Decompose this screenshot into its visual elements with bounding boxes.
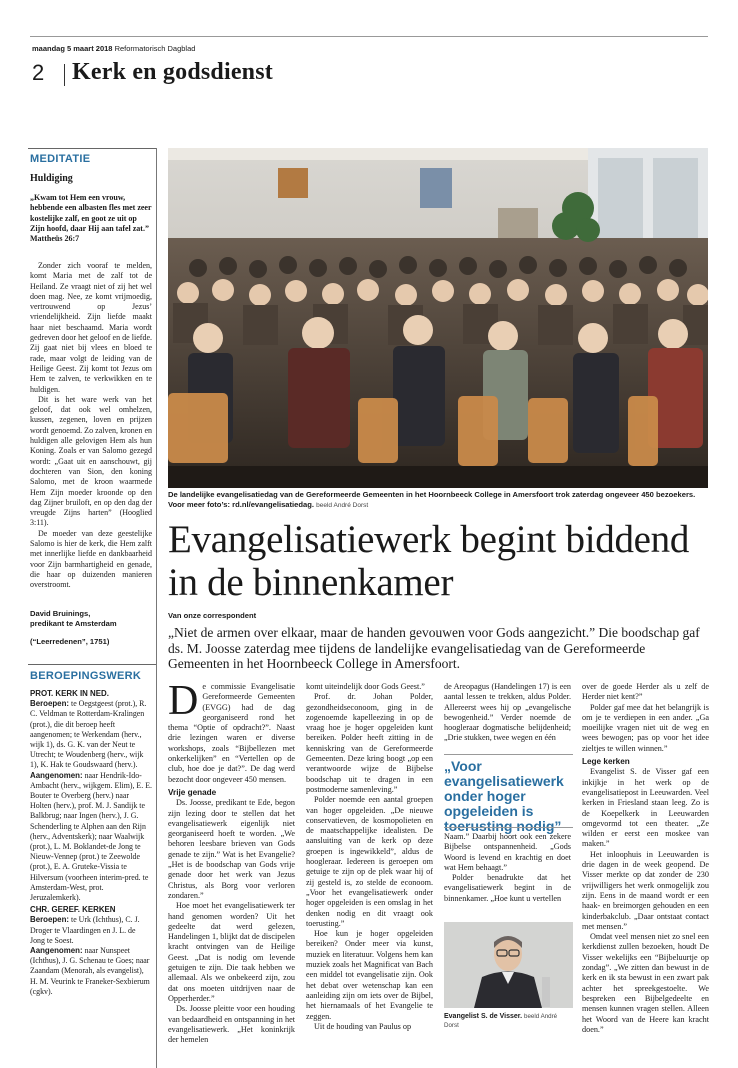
paper-name: Reformatorisch Dagblad — [114, 44, 196, 53]
drop-cap: D — [168, 678, 199, 724]
beroep-text: te Urk (Ichthus), C. J. Droger te Vlaardingen en J. L. de Jong te Soest. — [30, 915, 140, 945]
issue-date: maandag 5 maart 2018 — [32, 44, 113, 53]
beroep-kind: Beroepen: — [30, 915, 70, 925]
article-paragraph: de Areopagus (Handelingen 17) is een aantal lessen te trekken, aldus Polder. Allereerst wees hij op „evangelische bewogenheid.” Verder noemde de hoogleraar dogmatische belijdenheid; „Drie stukken, twee wegen en één — [444, 682, 571, 743]
portrait-credit: beeld André Dorst — [444, 1013, 558, 1029]
article-column-1 — [168, 678, 295, 1045]
article-paragraph: Naam.” Daarbij hoort ook een zekere Bijbelse ontspannenheid. „Gods Woord is levend en krachtig en doet wat Hem behaagt.” — [444, 832, 571, 872]
photo-caption — [168, 490, 708, 510]
article-paragraph: Uit de houding van Paulus op — [314, 1021, 412, 1031]
article-column-3 — [444, 682, 571, 744]
beroepingswerk-body — [30, 689, 152, 999]
beroepingswerk-rule — [28, 664, 156, 665]
article-byline: Van onze correspondent — [168, 611, 257, 620]
header-divider — [64, 64, 65, 86]
article-paragraph: Prof. dr. Johan Polder, gezondheidseconoom, ging in de zogenoemde kapelleezing in op de vraag hoe je hoger opgeleiden kunt bereiken. Polder heeft zitting in de kenniskring van de Gereformeerde Gemeenten. Deze kring boogt „op een verantwoorde wijze de Bijbelse boodschap uit te dragen in een postmoderne samenleving.” — [306, 692, 433, 794]
meditatie-source: (“Leerredenen”, 1751) — [30, 637, 110, 646]
article-paragraph: Polder noemde een aantal groepen van hoger opgeleiden. „De nieuwe conservatieven, de kosmopolieten en de maatschappelijke idealisten. De aansluiting van de kerk op deze groepen is ingewikkeld”, aldus de hoogleraar. Iedereen is geroepen om getuige te zijn op de plek waar hij of zij gesteld is, zo stelde de econoom. „Voor het evangelisatiewerk onder hoger opgeleiden is een omslag in het denken nodig en dit vraagt ook toerusting.” — [306, 795, 433, 928]
photo-credit: beeld André Dorst — [316, 501, 369, 509]
article-column-4 — [582, 682, 709, 1035]
beroep-text: naar Nunspeet (Ichthus), J. G. Schenau te Goes; naar Zaandam (Menorah, als evangelist), H. M. Veurink te Franeker-Sexbierum (cgkv). — [30, 946, 150, 996]
meditatie-paragraph: Dit is het ware werk van het geloof, dat ook wel omhelzen, kussen, zegenen, loven en prijzen wordt genoemd. Zo zalven, kronen en huldigen alle gelovigen Hem als hun Koning. Zoals er van Salomo gezegd wordt: „Gaat uit en aanschouwt, gij dochteren van Sion, den koning Salomo, met de kroon waarmede Hem Zijn moeder kroonde op den dag Zijner bruiloft, en op den dag der vreugde Zijns harten” (Hooglied 3:11). — [30, 394, 152, 528]
article-paragraph: Evangelist S. de Visser gaf een inkijkje in het werk op de evangelisatiepost in Leeuwarden. Veel kerken in Friesland staan leeg. Zo is de Koepelkerk in Leeuwarden omgevormd tot een theater. „Ze wilden er eerst een moskee van maken.” — [582, 767, 709, 849]
beroepingswerk-label: BEROEPINGSWERK — [30, 670, 142, 682]
section-title: Kerk en godsdienst — [72, 59, 273, 85]
beroep-kind: Aangenomen: — [30, 770, 83, 780]
audience-photo-illustration — [168, 148, 708, 488]
portrait-illustration — [444, 922, 573, 1008]
photo-caption-text: De landelijke evangelisatiedag van de Gereformeerde Gemeenten in het Hoornbeeck College in Amersfoort trok zaterdag ongeveer 450 bezoekers. Voor meer foto’s: rd.nl/evangelisatiedag. — [168, 490, 696, 509]
beroep-kind: Beroepen: — [30, 699, 70, 709]
subheading: Lege kerken — [582, 757, 630, 767]
article-paragraph: Polder benadrukte dat het evangelisatiewerk begint in de binnenkamer. „Hoe kunt u vertellen — [444, 873, 571, 903]
beroep-text: naar Hendrik-Ido-Ambacht (herv., wijkgem. Elim), E. E. Bouter te Overberg (herv.) naar Holten (herv.), prof. M. J. Sandijk te Balkbrug; naar Ingen (herv.), J. G. Schenderling te Alphen aan den Rijn (herv., Adventskerk); naar Waalwijk (prot.), L. M. Boklandet-de Jong te Nieuw-Vennep (prot.) te Zeewolde (prot.), E. A. Gruteke-Vissia te Hilversum (voorheen interim-pred. te Amsterdam-West, prot. Jeruzalemkerk). — [30, 770, 152, 903]
article-paragraph: e commissie Evangelisatie Gereformeerde Gemeenten (EVGG) had de dag georganiseerd rond het thema “Optie of opdracht?”. Naast drie lezingen waren er diverse workshops, zoals “Bijbellezen met onkerkelijken” en “Vertellen op de club, hoe doe je dat?”. De dag werd bezocht door ongeveer 450 mensen. — [168, 682, 295, 784]
meditatie-paragraph: Zonder zich vooraf te melden, komt Maria met de zalf tot de Heiland. Ze vraagt niet of zij het wel doen mag. Nee, ze komt vrijmoedig, vertrouwend op Jezus’ vriendelijkheid. Zijn liefde maakt haar niet beschaamd. Maria wordt gedreven door het geloof en de liefde. Zij gaat niet bij vlees en bloed te rade, maar volgt de leiding van de Heilige Geest. Zij komt tot Jezus om Hem te zalven, te verkwikken en te huldigen. — [30, 261, 152, 394]
meditatie-rule — [28, 148, 156, 149]
meditatie-label: MEDITATIE — [30, 153, 91, 165]
portrait-photo — [444, 922, 573, 1008]
beroep-text: te Oegstgeest (prot.), R. C. Veldman te Rotterdam-Kralingen (prot.), die dit beroep heeft aangenomen; te Werkendam (herv., wijk 1), ds. G. K. van der Neut te Utrecht; te Woudenberg (herv., wijk 1), K. Hak te Goudswaard (herv.). — [30, 699, 147, 770]
beroep-kind: Aangenomen: — [30, 946, 83, 956]
church-name: PROT. KERK IN NED. — [30, 689, 109, 698]
pullquote-rule-bottom — [444, 827, 573, 828]
article-paragraph: Omdat veel mensen niet zo snel een kerkdienst zullen bezoeken, houdt De Visser wekelijks een “Bijbeluurtje op zondag”. „We zitten dan bewust in de kerk en ik sta bewust in een zwart pak achter het spreekgestoelte. We bespreken een Bijbelgedeelte en mensen kunnen vragen stellen. Alleen het Woord van de Heere kan kracht doen.” — [582, 932, 709, 1034]
article-column-2 — [306, 682, 433, 1032]
top-rule — [30, 36, 708, 37]
portrait-caption — [444, 1012, 573, 1030]
meditatie-paragraph: De moeder van deze geestelijke Salomo is hier de kerk, die Hem zalft met innerlijke liefde en dankbaarheid voor Zijn barmhartigheid en genade, die haar op duizenden manieren overstroomt. — [30, 528, 152, 590]
meditatie-title: Huldiging — [30, 173, 73, 184]
article-paragraph: Polder gaf mee dat het belangrijk is om je te verdiepen in een ander. „Ga moeilijke vragen niet uit de weg en wees bewogen; pas op voor het idee zieltjes te willen winnen.” — [582, 702, 709, 753]
church-name: CHR. GEREF. KERKEN — [30, 905, 116, 915]
pullquote-rule-top — [444, 754, 573, 755]
article-headline: Evangelisatiewerk begint biddend in de binnenkamer — [168, 518, 690, 604]
meditatie-author-block — [30, 609, 152, 629]
portrait-caption-text: Evangelist S. de Visser. — [444, 1013, 523, 1020]
meditatie-body — [30, 261, 152, 591]
article-paragraph: over de goede Herder als u zelf de Herder niet kent?” — [582, 682, 709, 702]
pull-quote: „Voor evangelisatiewerk onder hoger opgeleiden is toerusting nodig” — [444, 758, 564, 834]
page-number: 2 — [32, 60, 45, 85]
article-paragraph: Ds. Joosse pleitte voor een houding van bedaardheid en ontspanning in het evangelisatiewerk. „Het koninkrijk der hemelen — [168, 1004, 295, 1045]
meditatie-author: David Bruinings, — [30, 609, 91, 618]
article-lead: „Niet de armen over elkaar, maar de handen gevouwen voor Gods aangezicht.” Die boodschap gaf ds. M. Joosse zaterdag mee tijdens de landelijke evangelisatiedag van de Gereformeerde Gemeenten in het Hoornbeeck College in Amersfoort. — [168, 625, 700, 671]
meditatie-author-role: predikant te Amsterdam — [30, 619, 117, 628]
audience-photo — [168, 148, 708, 488]
subheading: Vrije genade — [168, 787, 217, 797]
article-paragraph: Het inloophuis in Leeuwarden is drie dagen in de week geopend. De Visser merkte op dat zonder de 230 vrijwilligers het werk onmogelijk zou zijn. Eens in de maand wordt er een haak- en breimorgen gehouden en een kinderbakclub. „Daar ontstaat contact met mensen.” — [582, 849, 709, 931]
article-paragraph: Ds. Joosse, predikant te Ede, begon zijn lezing door te stellen dat het evangelisatiewerk eigenlijk niet georganiseerd hoeft te worden. „We behoren leesbare brieven van Gods genade te zijn.” Wat is het Evangelie? „Het is de boodschap van Gods vrije genade door het werk van Jezus Christus, als Borg voor verloren zondaren.” — [168, 798, 295, 900]
article-paragraph: komt uiteindelijk door Gods Geest.” — [306, 682, 425, 691]
dateline — [32, 44, 195, 53]
article-column-3-continued — [444, 832, 571, 904]
article-paragraph: Hoe kun je hoger opgeleiden bereiken? Onder meer via kunst, muziek en literatuur. Volgens hem kan muziek zoals het Magnificat van Bach een middel tot evangelisatie zijn. Ook het debat over wetenschap kan een aanleiding zijn om iets over de Bijbel, het hiernamaals of het Evangelie te zeggen. — [306, 929, 433, 1021]
sidebar-border — [156, 148, 157, 1068]
article-paragraph: Hoe moet het evangelisatiewerk ter hand genomen worden? Uit het gedeelte dat werd gelezen, Handelingen 1, blijkt dat de discipelen kracht ontvingen van de Heilige Geest. „Dat is nodig om levende getuigen te zijn. Die taak hebben we allemaal. Als we onbekeerd zijn, zou dat ons moeten uitdrijven naar de Opperherder.” — [168, 901, 295, 1003]
meditatie-quote: „Kwam tot Hem een vrouw, hebbende een albasten fles met zeer kostelijke zalf, en goot ze uit op Zijn hoofd, daar Hij aan tafel zat.” Mattheüs 26:7 — [30, 193, 152, 244]
